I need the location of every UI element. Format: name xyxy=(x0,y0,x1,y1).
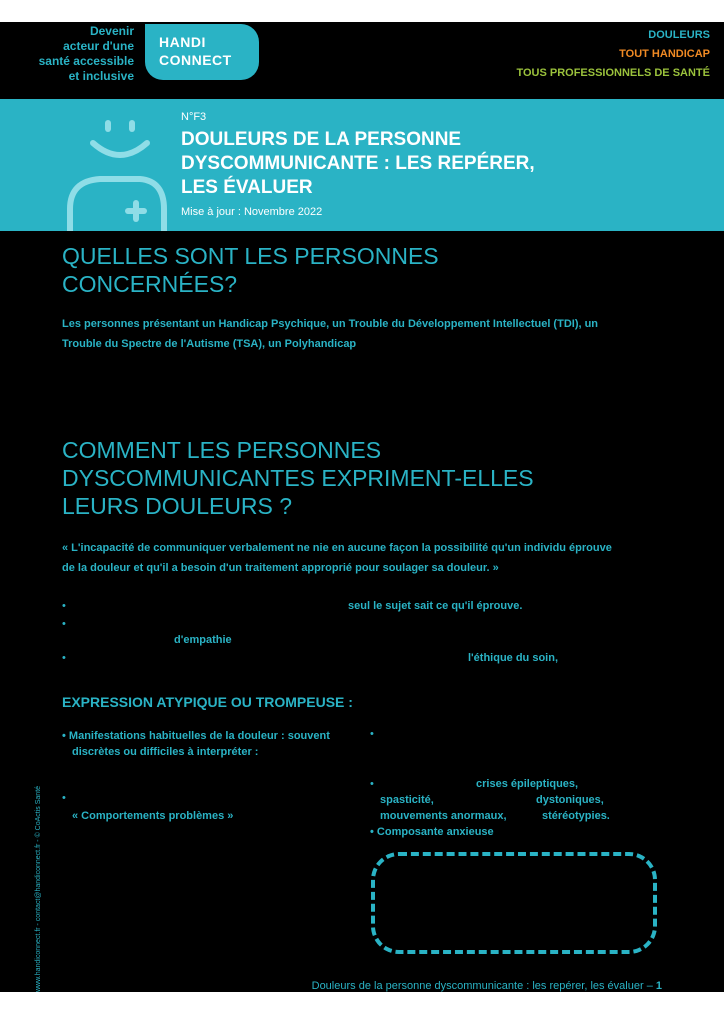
tagline-line: acteur d'une xyxy=(63,39,134,53)
bullet: • xyxy=(62,600,66,612)
update-date: Mise à jour : Novembre 2022 xyxy=(181,206,323,218)
quote-line: de la douleur et qu'il a besoin d'un traitement approprié pour soulager sa douleur. » xyxy=(62,562,499,574)
logo-line-2: CONNECT xyxy=(159,52,232,68)
bullet: • xyxy=(62,652,66,664)
handiconnect-logo xyxy=(145,24,259,80)
title-line: LES ÉVALUER xyxy=(181,177,313,198)
section2-heading xyxy=(62,436,662,520)
right-text: mouvements anormaux, xyxy=(380,810,507,822)
heading-line: CONCERNÉES? xyxy=(62,271,238,297)
right-text: • Composante anxieuse xyxy=(370,826,494,838)
bullet: • xyxy=(370,778,374,790)
title-line: DOULEURS DE LA PERSONNE xyxy=(181,129,462,150)
tagline xyxy=(6,24,134,84)
category-douleurs: DOULEURS xyxy=(648,29,710,41)
item-line: • Manifestations habituelles de la douleur : souvent xyxy=(62,730,330,742)
section1-heading xyxy=(62,242,662,298)
footer-text: Douleurs de la personne dyscommunicante : les repérer, les évaluer – xyxy=(311,980,656,992)
sheet-number: N°F3 xyxy=(181,111,207,123)
quote-line: « L'incapacité de communiquer verbalement ne nie en aucune façon la possibilité qu'un individu éprouve xyxy=(62,542,612,554)
text-line: Trouble du Spectre de l'Autisme (TSA), un Polyhandicap xyxy=(62,338,357,350)
right-text: stéréotypies. xyxy=(542,810,610,822)
page-title xyxy=(181,128,661,200)
right-text: spasticité, xyxy=(380,794,434,806)
heading-line: COMMENT LES PERSONNES xyxy=(62,437,382,463)
bullet: • xyxy=(62,792,66,804)
section1-text xyxy=(62,314,662,354)
category-tout-handicap: TOUT HANDICAP xyxy=(619,48,710,60)
heading-line: DYSCOMMUNICANTES EXPRIMENT-ELLES xyxy=(62,465,534,491)
bullet-text: l'éthique du soin, xyxy=(468,652,559,664)
heading-line: LEURS DOULEURS ? xyxy=(62,493,293,519)
right-text: crises épileptiques, xyxy=(476,778,579,790)
bullet: • xyxy=(370,728,374,740)
tagline-line: et inclusive xyxy=(68,69,134,83)
page-footer xyxy=(312,980,662,992)
item-line: discrètes ou difficiles à interpréter : xyxy=(72,746,259,758)
tagline-line: Devenir xyxy=(89,24,134,38)
logo-line-1: HANDI xyxy=(159,34,206,50)
right-text: dystoniques, xyxy=(536,794,604,806)
dashed-box xyxy=(371,852,657,954)
bullet-text: d'empathie xyxy=(174,634,232,646)
document-page xyxy=(0,22,724,992)
tagline-line: santé accessible xyxy=(38,54,134,68)
category-list xyxy=(516,26,710,83)
category-professionnels: TOUS PROFESSIONNELS DE SANTÉ xyxy=(516,67,710,79)
section3-heading: EXPRESSION ATYPIQUE OU TROMPEUSE : xyxy=(62,694,353,710)
section2-quote xyxy=(62,538,662,578)
page-number: 1 xyxy=(655,980,662,992)
bullet-text: seul le sujet sait ce qu'il éprouve. xyxy=(348,600,523,612)
sidebar-credits xyxy=(30,752,46,992)
title-line: DYSCOMMUNICANTE : LES REPÉRER, xyxy=(181,153,535,174)
heading-line: QUELLES SONT LES PERSONNES xyxy=(62,243,439,269)
comportements-problemes: « Comportements problèmes » xyxy=(72,810,234,822)
sidebar-text: www.handiconnect.fr - contact@handiconnect.fr - © CoActis Santé xyxy=(35,785,42,992)
nurse-icon xyxy=(60,99,170,231)
bullet: • xyxy=(62,618,66,630)
text-line: Les personnes présentant un Handicap Psychique, un Trouble du Développement Intellectuel (TDI), un xyxy=(62,318,599,330)
left-column-item xyxy=(62,728,362,760)
